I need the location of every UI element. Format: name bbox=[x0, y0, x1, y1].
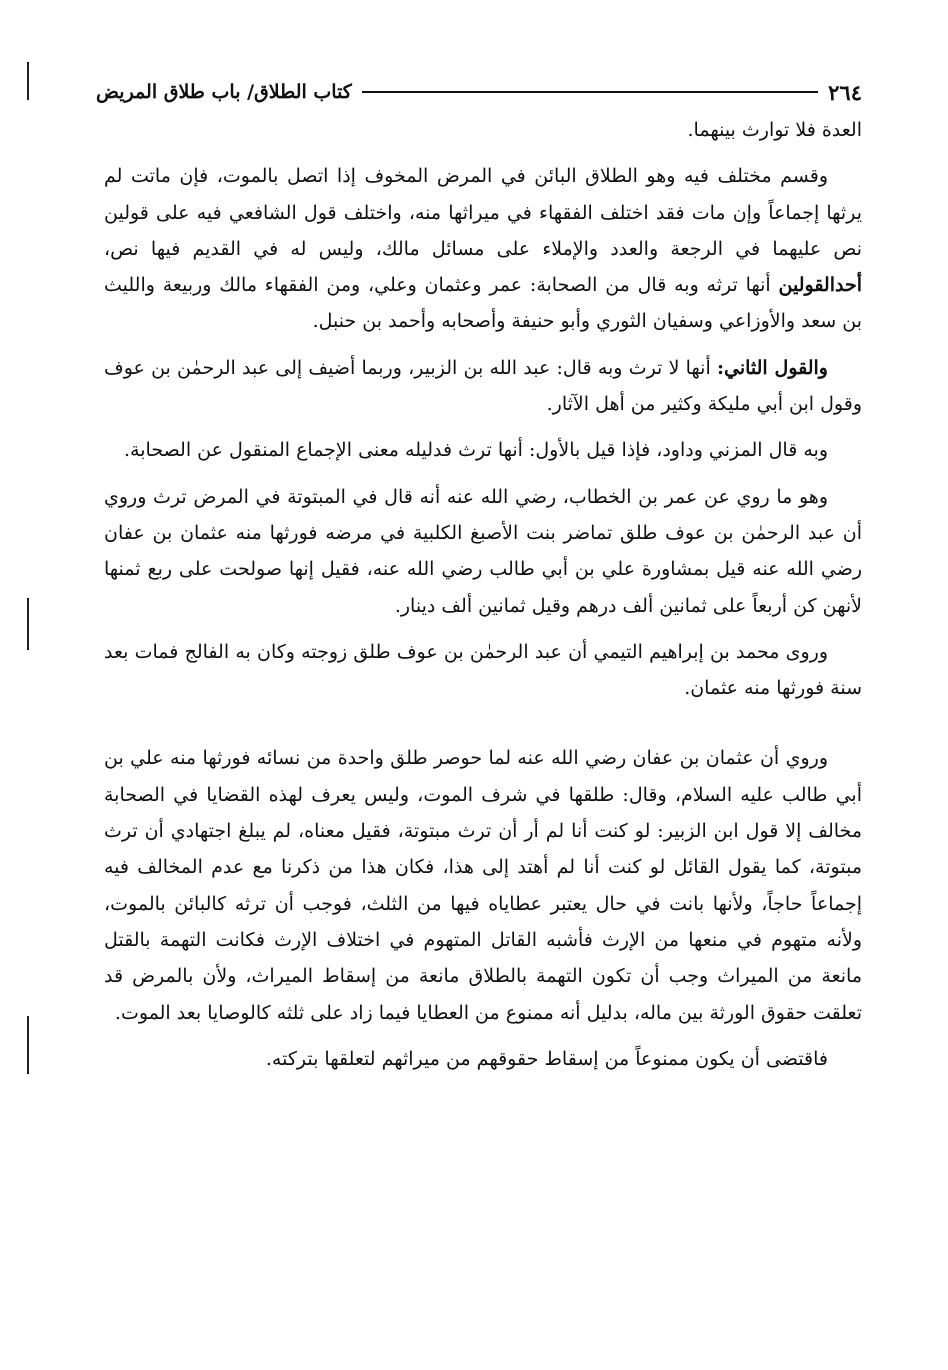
paragraph-3-rest: أنها لا ترث وبه قال: عبد الله بن الزبير، وربما أضيف إلى عبد الرحمٰن بن عوف وقول ابن أبي مليكة وكثير من أهل الآثار. bbox=[104, 356, 862, 416]
paragraph-2-text: وقسم مختلف فيه وهو الطلاق البائن في المرض المخوف إذا اتصل بالموت، فإن ماتت لم يرثها إجماعاً وإن مات فقد اختلف الفقهاء في ميراثها منه، واختلف قول الشافعي فيه على قولين نص عليهما في الرجعة والعدد والإملاء على مسائل مالك، وليس له في القديم فيها نص، bbox=[104, 165, 862, 260]
paragraph-1: العدة فلا توارث بينهما. bbox=[687, 119, 862, 141]
page-number: ٢٦٤ bbox=[828, 79, 862, 105]
paragraph-6: وروى محمد بن إبراهيم التيمي أن عبد الرحمٰن بن عوف طلق زوجته وكان به الفالج فمات بعد سنة فورثها منه عثمان. bbox=[104, 640, 862, 700]
chapter-title: كتاب الطلاق/ باب طلاق المريض bbox=[96, 81, 352, 103]
paragraph-2 bbox=[104, 158, 862, 339]
main-text bbox=[104, 112, 862, 1087]
margin-mark bbox=[27, 1016, 29, 1074]
paragraph-2-rest: أنها ترثه وبه قال من الصحابة: عمر وعثمان وعلي، ومن الفقهاء مالك وربيعة والليث بن سعد والأوزاعي وسفيان الثوري وأبو حنيفة وأصحابه وأحمد بن حنبل. bbox=[104, 274, 862, 333]
margin-mark bbox=[27, 598, 29, 650]
paragraph-5: وهو ما روي عن عمر بن الخطاب، رضي الله عنه أنه قال في المبتوتة في المرض ترث وروي أن عبد الرحمٰن بن عوف طلق تماضر بنت الأصبغ الكلبية في مرضه فورثها منه عثمان بن عفان رضي الله عنه قيل بمشاورة علي بن أبي طالب رضي الله عنه، فقيل إنها صولحت على ربع ثمنها لأنهن كن أربعاً على ثمانين ألف درهم وقيل ثمانين ألف دينار. bbox=[104, 485, 862, 617]
paragraph-7: وروي أن عثمان بن عفان رضي الله عنه لما حوصر طلق واحدة من نسائه فورثها منه علي بن أبي طالب عليه السلام، وقال: طلقها في شرف الموت، وليس يعرف لهذه القضايا في الصحابة مخالف إلا قول ابن الزبير: لو كنت أنا لم أر أن ترث مبتوتة، فقيل معناه، لم يبلغ اجتهادي أن ترث مبتوتة، كما يقول القائل لو كنت أنا لم أهتد إلى هذا، فكان هذا من ذكرنا مع عدم المخالف فيه إجماعاً حاجاً، ولأنها بانت في حال يعتبر عطاياه فيها من الثلث، فوجب أن ترثه كالبائن بالموت، ولأنه متهوم في منعها من الإرث فأشبه القاتل المتهوم في اختلاف الإرث فكانت التهمة بالقتل مانعة من الميراث وجب أن تكون التهمة بالطلاق مانعة من إسقاط الميراث، ولأن بالمرض قد تعلقت حقوق الورثة بين ماله، بدليل أنه ممنوع من العطايا فيما زاد على ثلثه كالوصايا بعد الموت. bbox=[104, 747, 862, 1024]
paragraph-8: فاقتضى أن يكون ممنوعاً من إسقاط حقوقهم من ميراثهم لتعلقها بتركته. bbox=[265, 1047, 828, 1070]
margin-mark bbox=[27, 62, 29, 100]
paragraph-4: وبه قال المزني وداود، فإذا قيل بالأول: أنها ترث فدليله معنى الإجماع المنقول عن الصحابة. bbox=[124, 439, 828, 462]
running-header bbox=[96, 72, 862, 112]
header-rule bbox=[362, 91, 818, 93]
second-opinion-label: والقول الثاني: bbox=[716, 356, 828, 379]
paragraph-3 bbox=[104, 350, 862, 423]
first-opinion-label: أحدالقولين bbox=[778, 274, 862, 297]
